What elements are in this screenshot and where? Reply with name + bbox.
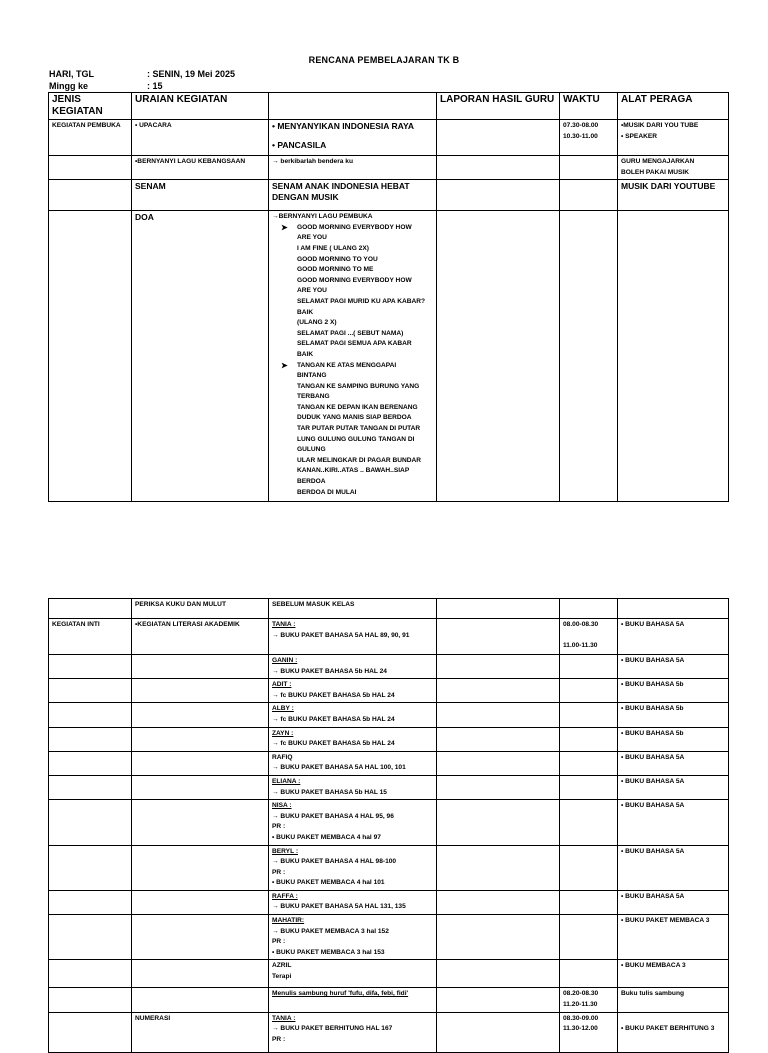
student-name: ALBY : [272,705,294,713]
cell-laporan [437,180,560,211]
song-line: ARE YOU [297,287,327,295]
table-row [49,599,729,619]
cell-alat: • BUKU PAKET MEMBACA 3 [618,915,729,960]
cell-detail [269,1012,437,1052]
song-line: TANGAN KE DEPAN IKAN BERENANG [297,403,418,411]
song-line: BAIK [297,308,314,316]
cell-detail [269,679,437,703]
cell-alat: • BUKU BAHASA 5A [618,751,729,775]
song-line: ➤ TANGAN KE ATAS MENGGAPAI [281,360,397,370]
cell-jenis [49,988,132,1012]
cell-laporan [437,599,560,619]
task-line: PR : [272,1035,286,1043]
table-row [49,727,729,751]
header-jenis: JENIS KEGIATAN [49,93,132,120]
task-line: → BUKU PAKET BAHASA 4 HAL 98-100 [272,858,397,866]
cell-laporan [437,679,560,703]
cell-waktu [560,599,618,619]
cell-waktu [560,703,618,727]
table-row [49,915,729,960]
tool-line: •MUSIK DARI YOU TUBE [621,122,699,129]
cell-detail [269,211,437,502]
cell-uraian: • UPACARA [132,120,269,156]
cell-waktu [560,156,618,180]
plan-table-1 [48,92,729,502]
cell-jenis: KEGIATAN PEMBUKA [49,120,132,156]
song-line: TANGAN KE SAMPING BURUNG YANG [297,382,420,390]
detail-line: • MENYANYIKAN INDONESIA RAYA [272,121,414,131]
cell-jenis: KEGIATAN INTI [49,619,132,655]
week-label: Mingg ke [49,81,89,91]
cell-laporan [437,727,560,751]
student-name: BERYL : [272,847,299,855]
cell-laporan [437,775,560,799]
cell-jenis [49,845,132,890]
song-line: GOOD MORNING TO YOU [297,255,378,263]
cell-laporan [437,915,560,960]
cell-detail [269,655,437,679]
cell-laporan [437,655,560,679]
cell-detail [269,890,437,914]
cell-uraian [132,703,269,727]
cell-uraian: •BERNYANYI LAGU KEBANGSAAN [132,156,269,180]
cell-laporan [437,845,560,890]
cell-alat: • BUKU BAHASA 5A [618,619,729,655]
time-line: 08.00-08.30 [563,621,599,628]
song-line: ARE YOU [297,234,327,242]
cell-laporan [437,988,560,1012]
song-heading: →BERNYANYI LAGU PEMBUKA [272,213,373,221]
song-line: ➤ GOOD MORNING EVERYBODY HOW [281,222,412,232]
song-line: BERDOA [297,478,326,486]
cell-uraian [132,915,269,960]
cell-detail [269,915,437,960]
header-uraian: URAIAN KEGIATAN [132,93,269,120]
song-line: BINTANG [297,372,327,380]
detail-line: DENGAN MUSIK [272,192,339,203]
song-line: TERBANG [297,393,330,401]
tool-line: BOLEH PAKAI MUSIK [621,168,690,176]
table-row [49,988,729,1012]
cell-alat: Buku tulis sambung [618,988,729,1012]
task-line: PR : [272,938,286,946]
cell-detail [269,845,437,890]
cell-laporan [437,211,560,502]
song-line: I AM FINE ( ULANG 2X) [297,244,369,252]
task-line: PR : [272,823,286,831]
cell-uraian: SENAM [132,180,269,211]
cell-alat [618,120,729,156]
table-row [49,156,729,180]
task-line: Terapi [272,973,292,981]
header-row [49,93,729,120]
cell-waktu [560,120,618,156]
week-row [49,81,163,91]
cell-waktu [560,988,618,1012]
cell-waktu [560,727,618,751]
cell-waktu [560,619,618,655]
header-detail [269,93,437,120]
time-line: 11.20-11.30 [563,1001,598,1009]
date-row [49,69,235,79]
cell-alat: • BUKU BAHASA 5b [618,679,729,703]
cell-laporan [437,120,560,156]
table-row [49,775,729,799]
date-value: : SENIN, 19 Mei 2025 [147,69,236,79]
song-line: BERDOA DI MULAI [297,488,357,496]
cell-laporan [437,751,560,775]
task-line: • BUKU PAKET MEMBACA 4 hal 101 [272,879,385,887]
cell-waktu [560,800,618,845]
song-line: GULUNG [297,446,326,454]
cell-waktu [560,180,618,211]
song-line: LUNG GULUNG GULUNG TANGAN DI [297,435,415,443]
student-name: ADIT : [272,681,292,689]
detail-line: • PANCASILA [272,140,327,150]
time-line: 08.30-09.00 [563,1014,599,1022]
song-line: (ULANG 2 X) [297,319,337,327]
task-line: → BUKU PAKET BAHASA 5A HAL 100, 101 [272,764,406,772]
student-name: RAFIQ [272,753,293,761]
cell-jenis [49,156,132,180]
cell-jenis [49,960,132,988]
date-label: HARI, TGL [49,69,94,79]
cell-detail [269,120,437,156]
time-line: 10.30-11.00 [563,132,598,140]
cell-alat [618,211,729,502]
cell-waktu [560,679,618,703]
cell-uraian: NUMERASI [132,1012,269,1052]
cell-detail [269,775,437,799]
cell-jenis [49,211,132,502]
cell-laporan [437,800,560,845]
task-line: • BUKU PAKET MEMBACA 4 hal 97 [272,833,381,841]
task-line: → BUKU PAKET BAHASA 5A HAL 131, 135 [272,903,406,911]
cell-laporan [437,619,560,655]
cell-uraian: PERIKSA KUKU DAN MULUT [132,599,269,619]
song-line: SELAMAT PAGI SEMUA APA KABAR [297,340,412,348]
cell-waktu [560,775,618,799]
cell-detail [269,960,437,988]
cell-waktu [560,211,618,502]
task-line: → fc BUKU PAKET BAHASA 5b HAL 24 [272,691,395,699]
student-name: ZAYN : [272,729,294,737]
song-line: SELAMAT PAGI MURID KU APA KABAR? [297,297,426,305]
cell-detail: Menulis sambung huruf 'fufu, difa, febi, fidi' [269,988,437,1012]
cell-alat [618,156,729,180]
tool-line: GURU MENGAJARKAN [621,158,695,165]
cell-uraian [132,655,269,679]
cell-detail: SEBELUM MASUK KELAS [269,599,437,619]
cell-uraian [132,960,269,988]
cell-alat: • BUKU BAHASA 5A [618,775,729,799]
cell-waktu [560,1012,618,1052]
time-line: 08.20-08.30 [563,990,599,998]
student-name: NISA : [272,802,292,810]
table-row [49,703,729,727]
table-row [49,845,729,890]
student-name: GANIN : [272,657,298,664]
cell-detail: → berkibarlah bendera ku [269,156,437,180]
cell-detail [269,727,437,751]
cell-detail [269,751,437,775]
song-block-1 [272,223,433,361]
cell-jenis [49,775,132,799]
task-line: • BUKU PAKET MEMBACA 3 hal 153 [272,948,385,956]
cell-uraian [132,775,269,799]
cell-alat: • BUKU BAHASA 5A [618,800,729,845]
cell-waktu [560,960,618,988]
cell-detail [269,619,437,655]
cell-uraian: DOA [132,211,269,502]
cell-alat: MUSIK DARI YOUTUBE [618,180,729,211]
table-row [49,960,729,988]
cell-jenis [49,655,132,679]
cell-detail [269,180,437,211]
cell-uraian [132,988,269,1012]
cell-jenis [49,180,132,211]
task-line: → fc BUKU PAKET BAHASA 5b HAL 24 [272,740,395,748]
cell-alat: • BUKU BAHASA 5b [618,703,729,727]
cell-laporan [437,960,560,988]
cell-jenis [49,703,132,727]
table-row [49,120,729,156]
cell-alat: • BUKU BAHASA 5b [618,727,729,751]
cell-alat [618,1012,729,1052]
song-line: DUDUK YANG MANIS SIAP BERDOA [297,414,412,422]
song-line: KANAN..KIRI..ATAS .. BAWAH..SIAP [297,467,410,475]
task-line: → BUKU PAKET MEMBACA 3 hal 152 [272,927,389,935]
task-line: → BUKU PAKET BAHASA 5A HAL 89, 90, 91 [272,631,410,639]
table-row [49,679,729,703]
cell-uraian [132,845,269,890]
cell-laporan [437,890,560,914]
cell-waktu [560,890,618,914]
table-row [49,619,729,655]
task-line: → BUKU PAKET BAHASA 4 HAL 95, 96 [272,812,394,820]
cell-laporan [437,703,560,727]
table-row [49,180,729,211]
student-name: RAFFA : [272,892,298,900]
cell-waktu [560,751,618,775]
song-line: GOOD MORNING TO ME [297,266,374,274]
student-name: TANIA : [272,621,296,628]
cell-alat: • BUKU BAHASA 5A [618,845,729,890]
cell-jenis [49,727,132,751]
cell-jenis [49,751,132,775]
table-row [49,655,729,679]
cell-alat [618,599,729,619]
song-block-2 [272,361,433,499]
cell-laporan [437,156,560,180]
table-row [49,1012,729,1052]
song-line: SELAMAT PAGI ...( SEBUT NAMA) [297,329,404,337]
cell-waktu [560,655,618,679]
time-line: 07.30-08.00 [563,122,599,129]
cell-uraian: •KEGIATAN LITERASI AKADEMIK [132,619,269,655]
task-line: → fc BUKU PAKET BAHASA 5b HAL 24 [272,715,395,723]
time-line: 11.00-11.30 [563,641,598,649]
header-laporan: LAPORAN HASIL GURU [437,93,560,120]
cell-uraian [132,727,269,751]
plan-table-2 [48,598,729,1053]
tool-line: • SPEAKER [621,132,658,140]
song-line: GOOD MORNING EVERYBODY HOW [297,276,412,284]
task-line: PR : [272,868,286,876]
student-name: ELIANA : [272,777,301,785]
cell-jenis [49,800,132,845]
table-row [49,800,729,845]
cell-uraian [132,800,269,845]
student-name: TANIA : [272,1014,296,1022]
detail-line: SENAM ANAK INDONESIA HEBAT [272,181,410,192]
cell-uraian [132,890,269,914]
cell-alat: • BUKU BAHASA 5A [618,655,729,679]
week-value: : 15 [147,81,163,91]
cell-alat: • BUKU MEMBACA 3 [618,960,729,988]
song-line: BAIK [297,350,314,358]
task-line: → BUKU PAKET BERHITUNG HAL 167 [272,1025,393,1033]
cell-laporan [437,1012,560,1052]
cell-detail [269,800,437,845]
header-waktu: WAKTU [560,93,618,120]
cell-alat: • BUKU BAHASA 5A [618,890,729,914]
table-row [49,751,729,775]
song-line: TAR PUTAR PUTAR TANGAN DI PUTAR [297,425,421,433]
song-line: ULAR MELINGKAR DI PAGAR BUNDAR [297,456,422,464]
cell-jenis [49,890,132,914]
arrow-bullet-icon: ➤ [281,222,288,232]
task-line: → BUKU PAKET BAHASA 5b HAL 24 [272,667,387,675]
cell-jenis [49,599,132,619]
cell-waktu [560,915,618,960]
student-name: MAHATIR: [272,917,305,925]
time-line: 11.30-12.00 [563,1025,598,1033]
cell-jenis [49,915,132,960]
task-line: → BUKU PAKET BAHASA 5b HAL 15 [272,788,387,796]
arrow-bullet-icon: ➤ [281,360,288,370]
cell-detail [269,703,437,727]
student-name: AZRIL [272,962,292,970]
cell-jenis [49,679,132,703]
tool-line: • BUKU PAKET BERHITUNG 3 [621,1024,715,1032]
cell-jenis [49,1012,132,1052]
header-alat: ALAT PERAGA [618,93,729,120]
cell-uraian [132,679,269,703]
table-row [49,890,729,914]
cell-waktu [560,845,618,890]
document-title: RENCANA PEMBELAJARAN TK B [308,55,460,65]
table-row [49,211,729,502]
cell-uraian [132,751,269,775]
